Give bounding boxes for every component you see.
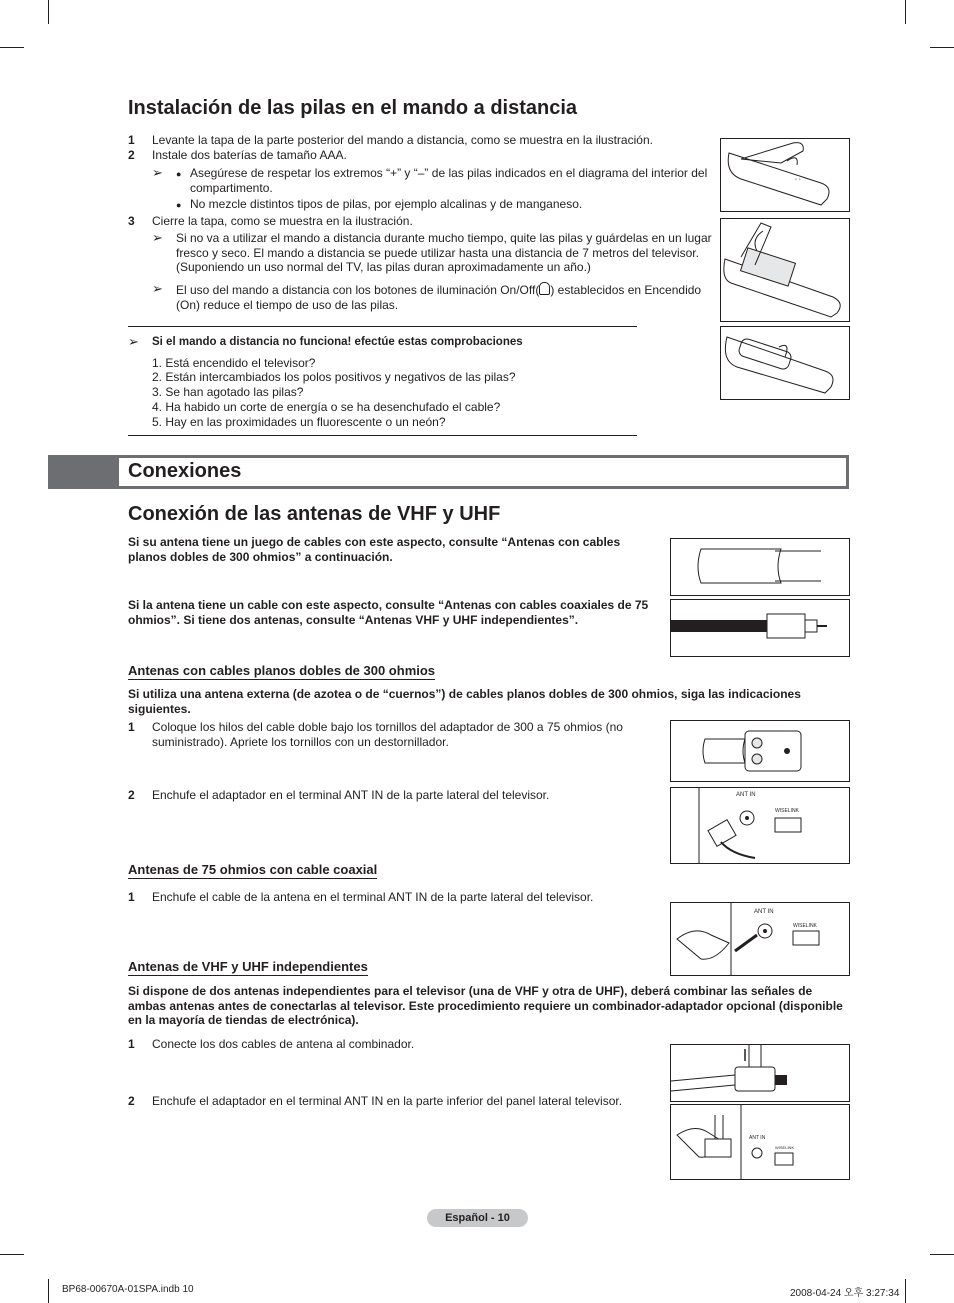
divider xyxy=(128,326,637,327)
intro-text: Si su antena tiene un juego de cables con este aspecto, consulte “Antenas con cables planos dobles de 300 ohmios” a continuación. xyxy=(128,535,621,564)
check-item: 1. Está encendido el televisor? xyxy=(152,356,316,370)
step-number: 2 xyxy=(128,788,135,802)
flat-cable-illustration xyxy=(670,538,850,596)
check-item: 2. Están intercambiados los polos positivos y negativos de las pilas? xyxy=(152,370,516,384)
ant-in-adapter-illustration xyxy=(670,787,850,864)
crop-mark xyxy=(905,1279,906,1303)
crop-mark xyxy=(905,0,906,24)
step-text: Levante la tapa de la parte posterior del mando a distancia, como se muestra en la ilustración. xyxy=(152,133,653,147)
subsection-title: Antenas con cables planos dobles de 300 ohmios xyxy=(128,663,436,678)
step-text: Instale dos baterías de tamaño AAA. xyxy=(152,148,347,162)
ant-in-label: ANT IN xyxy=(754,909,774,915)
step-number: 1 xyxy=(128,133,135,147)
crop-mark xyxy=(0,1254,24,1255)
step-number: 2 xyxy=(128,148,135,162)
step-number: 3 xyxy=(128,214,135,228)
remote-closed-illustration xyxy=(720,326,850,400)
banner-title: Conexiones xyxy=(128,460,242,482)
wiselink-label: WISELINK xyxy=(775,1145,795,1150)
remote-batteries-illustration xyxy=(720,218,850,322)
note-arrow-icon: ➢ xyxy=(152,165,163,180)
combiner-illustration xyxy=(670,1044,850,1102)
crop-mark xyxy=(48,0,49,24)
ant-in-label: ANT IN xyxy=(736,792,756,798)
note-text-part: El uso del mando a distancia con los botones de iluminación On/Off( xyxy=(176,283,540,297)
coax-cable-illustration xyxy=(670,599,850,657)
crop-mark xyxy=(930,47,954,48)
check-item: 3. Se han agotado las pilas? xyxy=(152,385,304,399)
print-date: 2008-04-24 오후 3:27:34 xyxy=(790,1288,900,1299)
wiselink-label: WISELINK xyxy=(793,923,817,929)
page-number: Español - 10 xyxy=(427,1209,528,1227)
bullet-text: Asegúrese de respetar los extremos “+” y “–” de las pilas indicados en el diagrama del interior del compartimento. xyxy=(190,166,708,195)
intro-text: Si la antena tiene un cable con este aspecto, consulte “Antenas con cables coaxiales de 75 ohmios”. Si tiene dos antenas, consulte “Antenas VHF y UHF independientes”. xyxy=(128,598,649,627)
step-text: Conecte los dos cables de antena al combinador. xyxy=(152,1037,415,1051)
adapter-illustration xyxy=(670,720,850,782)
step-number: 1 xyxy=(128,1037,135,1051)
note-arrow-icon: ➢ xyxy=(152,230,163,245)
note-arrow-icon: ➢ xyxy=(152,281,163,296)
crop-mark xyxy=(0,47,24,48)
check-title: Si el mando a distancia no funciona! efectúe estas comprobaciones xyxy=(152,336,523,348)
ant-in-label: ANT IN xyxy=(749,1135,766,1141)
coax-connect-illustration xyxy=(670,902,850,976)
subsection-title: Antenas de VHF y UHF independientes xyxy=(128,959,368,974)
step-text: Enchufe el adaptador en el terminal ANT IN en la parte inferior del panel lateral televisor. xyxy=(152,1094,623,1108)
step-text: Cierre la tapa, como se muestra en la ilustración. xyxy=(152,214,413,228)
step-text: Coloque los hilos del cable doble bajo los tornillos del adaptador de 300 a 75 ohmios (no suministrado). Apriete los tornillos con un destornillador. xyxy=(152,720,623,749)
check-item: 5. Hay en las proximidades un fluorescente o un neón? xyxy=(152,415,446,429)
light-bulb-icon xyxy=(539,282,550,295)
check-item: 4. Ha habido un corte de energía o se ha desenchufado el cable? xyxy=(152,400,501,414)
bullet-icon: ● xyxy=(176,169,182,179)
file-name: BP68-00670A-01SPA.indb 10 xyxy=(62,1284,194,1295)
subsection-title: Antenas de 75 ohmios con cable coaxial xyxy=(128,862,378,877)
subsection-intro: Si dispone de dos antenas independientes para el televisor (una de VHF y otra de UHF), deberá combinar las señales de ambas antenas antes de conectarlas al televisor. Este procedimiento requiere un combinador-adaptador opcional (disponible en la mayoría de tiendas de electrónica). xyxy=(128,984,843,1027)
subsection-intro: Si utiliza una antena externa (de azotea o de “cuernos”) de cables planos dobles de 300 ohmios, siga las indicaciones siguientes. xyxy=(128,687,801,716)
bullet-text: No mezcle distintos tipos de pilas, por ejemplo alcalinas y de manganeso. xyxy=(190,197,583,211)
section-title-batteries: Instalación de las pilas en el mando a distancia xyxy=(128,97,578,119)
section-title-antennas: Conexión de las antenas de VHF y UHF xyxy=(128,503,501,525)
divider xyxy=(128,435,637,436)
wiselink-label: WISELINK xyxy=(775,808,799,814)
step-number: 1 xyxy=(128,720,135,734)
step-number: 2 xyxy=(128,1094,135,1108)
step-text: Enchufe el adaptador en el terminal ANT IN de la parte lateral del televisor. xyxy=(152,788,550,802)
note-text-part: ) establecidos en Encendido (On) reduce el tiempo de uso de las pilas. xyxy=(176,283,702,312)
crop-mark xyxy=(48,1279,49,1303)
note-arrow-icon: ➢ xyxy=(128,334,139,349)
remote-open-illustration xyxy=(720,138,850,212)
step-number: 1 xyxy=(128,890,135,904)
note-text: Si no va a utilizar el mando a distancia durante mucho tiempo, quite las pilas y guárdelas en un lugar fresco y seco. El mando a distancia se puede utilizar hasta una distancia de 7 metros del televisor. (Suponiendo un uso normal del TV, las pilas duran aproximadamente un año.) xyxy=(176,231,712,274)
note-text xyxy=(176,282,718,312)
crop-mark xyxy=(930,1254,954,1255)
bullet-icon: ● xyxy=(176,200,182,210)
svg-text:◦ ◦: ◦ ◦ xyxy=(795,177,801,183)
combiner-ant-in-illustration xyxy=(670,1104,850,1180)
step-text: Enchufe el cable de la antena en el terminal ANT IN de la parte lateral del televisor. xyxy=(152,890,594,904)
